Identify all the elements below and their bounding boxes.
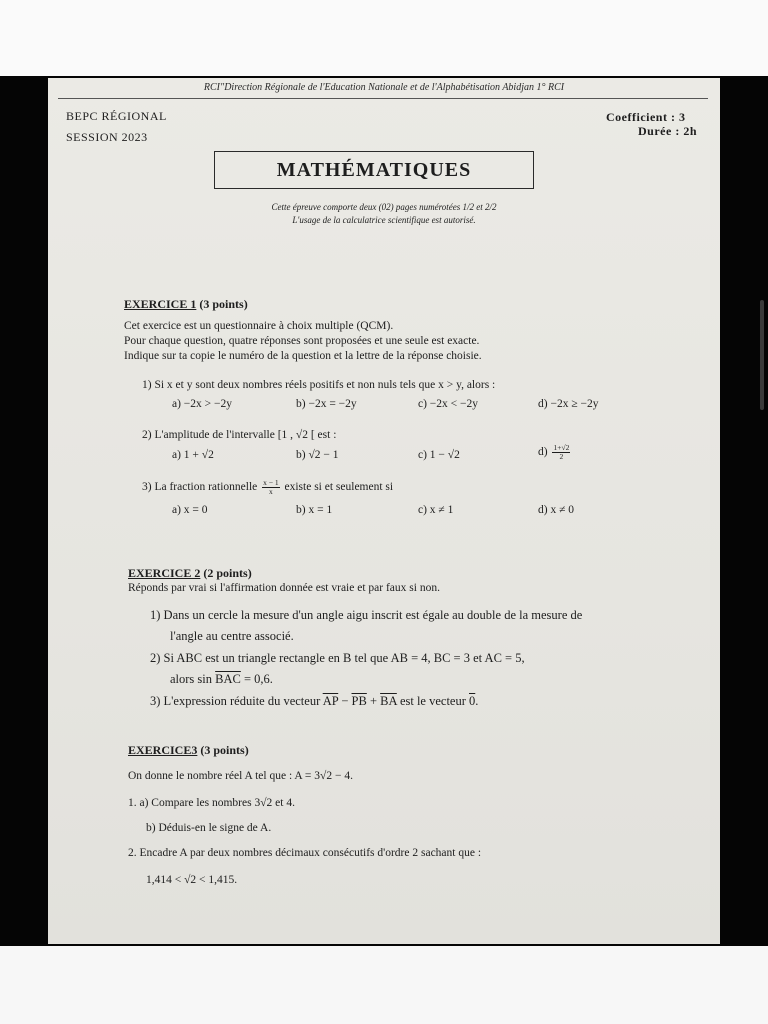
ex1-q3-suffix: existe si et seulement si [284,481,394,494]
ex3-q2: 2. Encadre A par deux nombres décimaux consécutifs d'ordre 2 sachant que : [128,847,482,859]
coefficient-label: Coefficient : 3 [606,110,686,124]
fraction-numerator: 1+√2 [553,443,570,452]
vector-zero: 0 [469,694,476,708]
session-label: SESSION 2023 [66,130,148,144]
ex1-heading [124,297,248,312]
duration-label: Durée : 2h [638,124,697,138]
angle-bac: $\overline{BAC}$ [215,672,241,686]
sine-value: = 0,6. [240,672,273,686]
ex3-title: EXERCICE3 [128,743,198,757]
notice-pages: Cette épreuve comporte deux (02) pages numérotées 1/2 et 2/2 [271,202,497,212]
ex1-q3-fraction [262,479,279,496]
ex3-q2-bounds: 1,414 < √2 < 1,415. [146,874,238,886]
vector-middle-text: est le vecteur [396,694,469,708]
ex1-q2-option-d-fraction [552,444,570,461]
notice-calculator: L'usage de la calculatrice scientifique est autorisé. [292,215,476,225]
ex2-statement-3: 3) L'expression réduite du vecteur $\overline{AP} - \overline{PB} + \overline{BA}$ est le vecteur 0. [150,694,479,708]
ex1-q3 [142,479,393,496]
ex2-intro: Réponds par vrai si l'affirmation donnée est vraie et par faux si non. [128,582,440,594]
ex1-q1-option-b: b) −2x = −2y [296,398,357,410]
ex2-heading [128,566,252,581]
vector-ap: $\overline{AP}$ [322,694,339,708]
ex1-q2: 2) L'amplitude de l'intervalle [1 , √2 [ est : [142,429,337,441]
exam-page [48,78,720,944]
subject-title: MATHÉMATIQUES [214,151,534,189]
fraction-numerator: x − 1 [263,478,279,487]
ex1-intro-2: Pour chaque question, quatre réponses sont proposées et une seule est exacte. [124,335,480,347]
vector-prefix: 3) L'expression réduite du vecteur [150,694,323,708]
ex1-q2-option-c: c) 1 − √2 [418,449,460,461]
ex1-q2-option-d-label: d) [538,446,548,459]
ex1-q3-option-b: b) x = 1 [296,504,333,516]
ex1-q3-option-c: c) x ≠ 1 [418,504,454,516]
vector-ba: $\overline{BA}$ [380,694,397,708]
ex1-q2-option-a: a) 1 + √2 [172,449,214,461]
ex1-q2-option-b: b) √2 − 1 [296,449,339,461]
ex3-points: (3 points) [200,743,249,757]
ex2-title: EXERCICE 2 [128,566,201,580]
ex1-q3-option-d: d) x ≠ 0 [538,504,575,516]
institution-header: RCI"Direction Régionale de l'Education Nationale et de l'Alphabétisation Abidjan 1° RCI [203,82,565,93]
vector-pb: $\overline{PB}$ [351,694,367,708]
ex3-q1b: b) Déduis-en le signe de A. [146,822,272,834]
ex3-heading [128,743,249,758]
ex1-q1-option-a: a) −2x > −2y [172,398,233,410]
ex2-statement-1-line-1: 1) Dans un cercle la mesure d'un angle aigu inscrit est égale au double de la mesure de [150,608,583,622]
ex1-q3-option-a: a) x = 0 [172,504,208,516]
ex2-statement-1-line-2: l'angle au centre associé. [170,629,294,643]
ex1-q1: 1) Si x et y sont deux nombres réels positifs et non nuls tels que x > y, alors : [142,379,496,391]
ex1-intro-3: Indique sur ta copie le numéro de la question et la lettre de la réponse choisie. [124,350,482,362]
sine-prefix: alors sin [170,672,216,686]
ex1-q1-option-c: c) −2x < −2y [418,398,479,410]
ex1-q3-prefix: 3) La fraction rationnelle [142,481,258,494]
fraction-denominator: 2 [559,452,564,461]
ex1-title: EXERCICE 1 [124,297,197,311]
top-system-bar [0,0,768,76]
ex2-statement-2-line-1: 2) Si ABC est un triangle rectangle en B tel que AB = 4, BC = 3 et AC = 5, [150,651,525,665]
ex2-statement-2-line-2 [170,672,273,687]
ex2-points: (2 points) [203,566,252,580]
bottom-system-bar [0,946,768,1024]
ex1-q2-option-d [538,444,572,461]
header-divider [58,98,708,99]
ex1-q1-option-d: d) −2x ≥ −2y [538,398,599,410]
fraction-denominator: x [269,487,273,496]
ex1-intro-1: Cet exercice est un questionnaire à choix multiple (QCM). [124,320,394,332]
exam-name: BEPC RÉGIONAL [66,109,167,123]
ex3-q1a: 1. a) Compare les nombres 3√2 et 4. [128,797,295,809]
ex3-intro: On donne le nombre réel A tel que : A = 3√2 − 4. [128,770,353,782]
ex1-points: (3 points) [199,297,248,311]
scrollbar-thumb[interactable] [760,300,764,410]
